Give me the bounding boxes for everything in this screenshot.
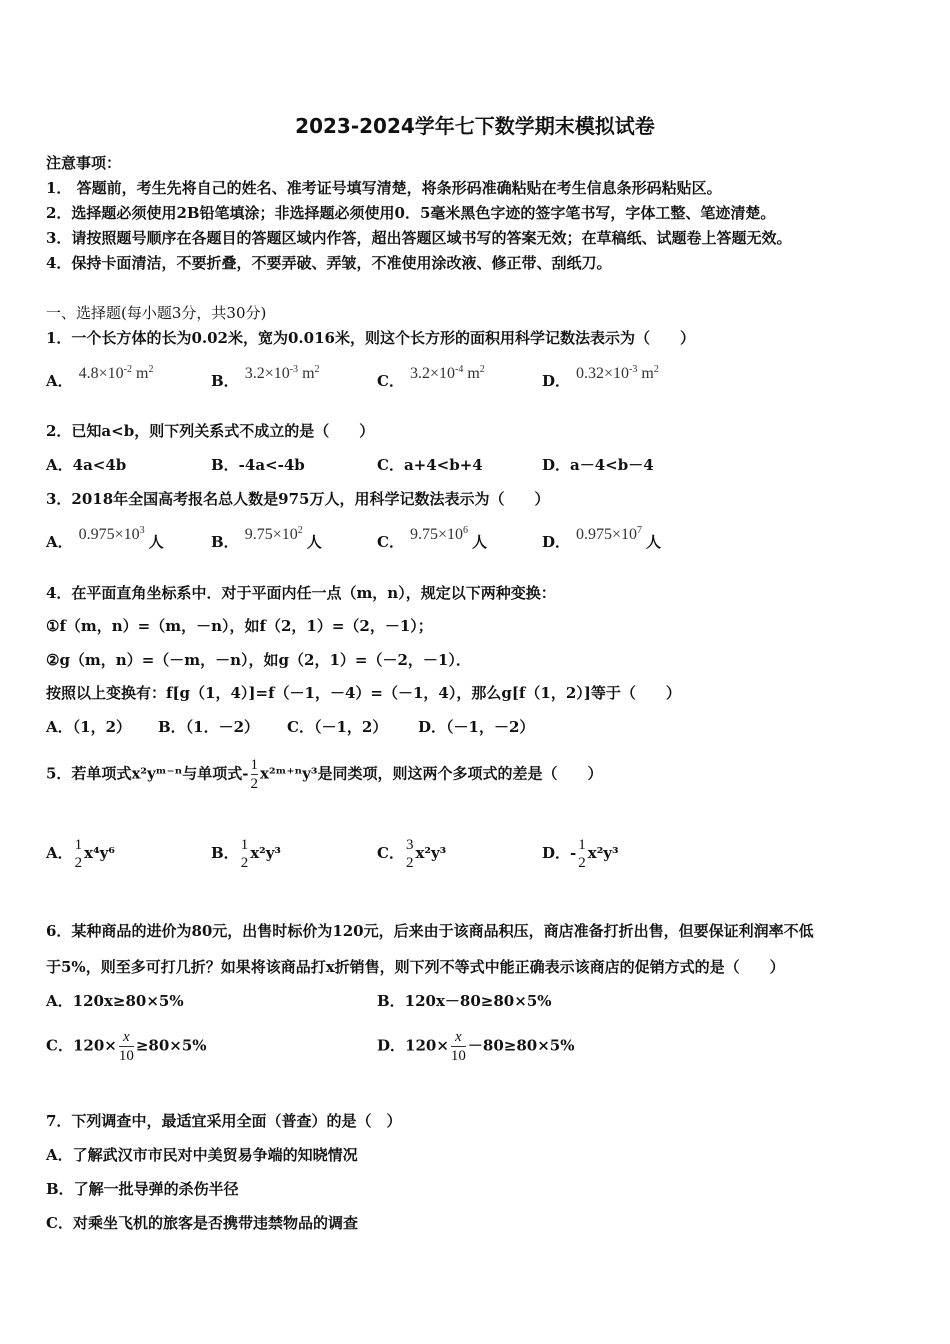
- q3-option-c: C． $9.75\times 10^6$人: [377, 525, 487, 551]
- question-4-example: 按照以上变换有：f[g（1，4）]=f（－1，－4）=（－1，4），那么g[f（1，2）]等于（ ）: [46, 684, 681, 702]
- question-6-stem-line-1: 6．某种商品的进价为80元，出售时标价为120元，后来由于该商品积压，商店准备打折出售，但要保证利润率不低: [46, 922, 814, 940]
- q6-option-b: B．120x－80≥80×5%: [377, 992, 552, 1010]
- q4-option-b: B．（1．－2）: [158, 718, 260, 736]
- q4-option-d: D．（－1，－2）: [418, 718, 535, 736]
- question-3-stem: 3．2018年全国高考报名总人数是975万人，用科学记数法表示为（ ）: [46, 490, 550, 508]
- q2-option-c: C．a+4<b+4: [377, 456, 483, 474]
- q5-option-c: C． 3 2 x²y³: [377, 837, 447, 871]
- page-title: 2023-2024学年七下数学期末模拟试卷: [295, 114, 655, 138]
- q2-option-d: D．a－4<b－4: [542, 456, 654, 474]
- q6-option-a: A．120x≥80×5%: [46, 992, 184, 1010]
- section-heading: 一、选择题(每小题3分，共30分): [46, 304, 267, 322]
- notice-item: 4．保持卡面清洁，不要折叠，不要弄破、弄皱，不准使用涂改液、修正带、刮纸刀。: [46, 254, 612, 272]
- q7-option-b: B．了解一批导弹的杀伤半径: [46, 1180, 239, 1198]
- notice-heading: 注意事项：: [46, 154, 122, 172]
- q3-option-b: B． $9.75\times 10^2$人: [211, 525, 322, 551]
- question-2-stem: 2．已知a<b，则下列关系式不成立的是（ ）: [46, 422, 375, 440]
- question-4-stem: 4．在平面直角坐标系中．对于平面内任一点（m，n），规定以下两种变换：: [46, 584, 556, 602]
- notice-item: 2．选择题必须使用2B铅笔填涂；非选择题必须使用0．5毫米黑色字迹的签字笔书写，字体工整、笔迹清楚。: [46, 204, 776, 222]
- q1-option-b: B． $3.2\times 10^{-3}$ $m^2$: [211, 364, 320, 390]
- q5-option-a: A． 1 2 x⁴y⁶: [46, 837, 115, 871]
- q4-option-a: A．（1，2）: [46, 718, 132, 736]
- question-5-stem: 5．若单项式x²yᵐ⁻ⁿ与单项式- $\frac{1}{2}$ x²ᵐ⁺ⁿy³是同类项，则这两个多项式的差是（ ）: [46, 757, 603, 792]
- q1-option-d: D． $0.32\times 10^{-3}$ $m^2$: [542, 364, 659, 390]
- notice-item: 1． 答题前，考生先将自己的姓名、准考证号填写清楚，将条形码准确粘贴在考生信息条形码粘贴区。: [46, 179, 722, 197]
- q1-option-c: C． $3.2\times 10^{-4}$ $m^2$: [377, 364, 485, 390]
- notice-item: 3．请按照题号顺序在各题目的答题区域内作答，超出答题区域书写的答案无效；在草稿纸、试题卷上答题无效。: [46, 229, 792, 247]
- question-1-stem: 1．一个长方体的长为0.02米，宽为0.016米，则这个长方形的面积用科学记数法表示为（ ）: [46, 329, 695, 347]
- q6-option-d: D．120× $\frac{x}{10}$ －80≥80×5%: [377, 1029, 575, 1064]
- question-7-stem: 7．下列调查中，最适宜采用全面（普查）的是（ ）: [46, 1112, 402, 1130]
- q5-option-d: D．- 1 2 x²y³: [542, 837, 619, 871]
- q3-option-d: D． $0.975\times 10^7$人: [542, 525, 662, 551]
- q7-option-c: C．对乘坐飞机的旅客是否携带违禁物品的调查: [46, 1214, 358, 1232]
- q2-option-a: A．4a<4b: [46, 456, 127, 474]
- q2-option-b: B．-4a<-4b: [211, 456, 305, 474]
- q5-option-b: B． 1 2 x²y³: [211, 837, 281, 871]
- question-4-rule-2: ②g（m，n）=（－m，－n），如g（2，1）=（－2，－1）．: [46, 651, 471, 669]
- question-6-stem-line-2: 于5%，则至多可打几折？如果将该商品打x折销售，则下列不等式中能正确表示该商店的促销方式的是（ ）: [46, 958, 785, 976]
- question-4-rule-1: ①f（m，n）=（m，－n），如f（2，1）=（2，－1）；: [46, 617, 433, 635]
- q7-option-a: A．了解武汉市市民对中美贸易争端的知晓情况: [46, 1146, 358, 1164]
- q3-option-a: A． $0.975\times 10^3$人: [46, 525, 164, 551]
- q6-option-c: C．120× $\frac{x}{10}$ ≥80×5%: [46, 1029, 207, 1064]
- q1-option-a: A． $4.8\times 10^{-2}$ $m^2$: [46, 364, 154, 390]
- q4-option-c: C．（－1，2）: [287, 718, 388, 736]
